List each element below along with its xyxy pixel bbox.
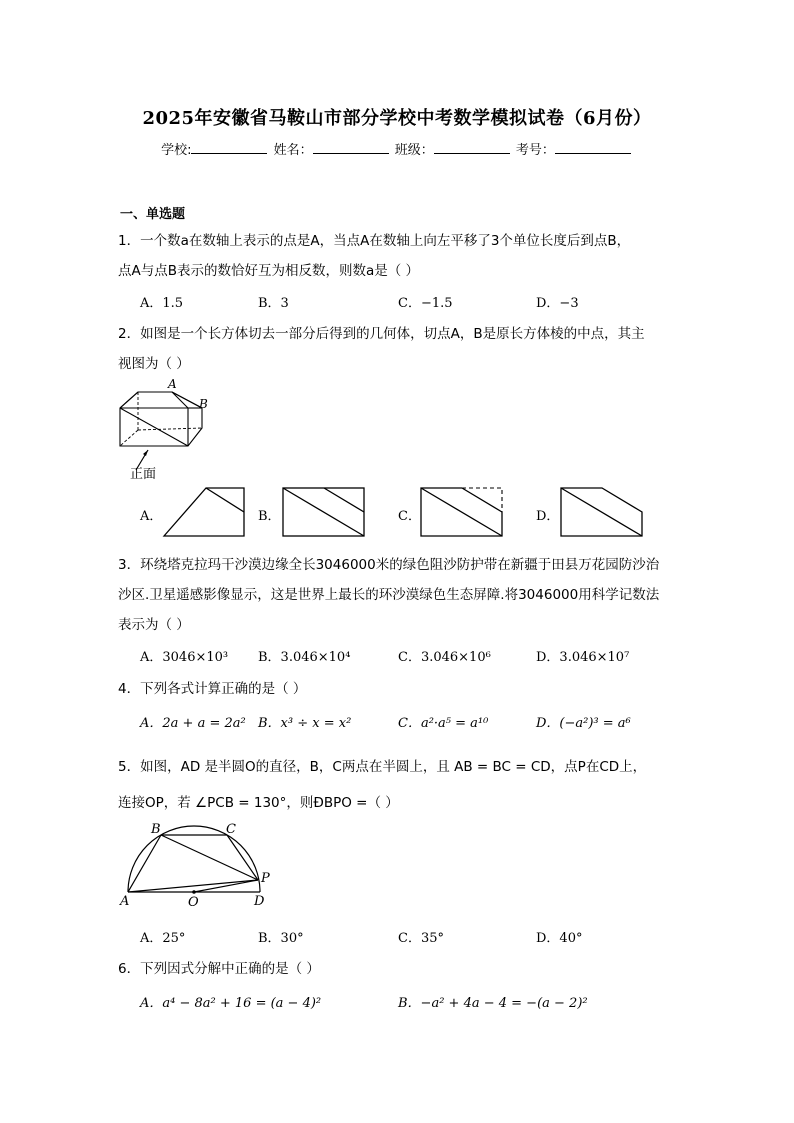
- q2-option-c-figure[interactable]: [420, 486, 504, 538]
- class-label: 班级：: [394, 143, 434, 158]
- q3-line1: 3．环绕塔克拉玛干沙漠边缘全长3046000米的绿色阻沙防护带在新疆于田县万花园防沙治: [118, 557, 660, 573]
- q5-line2: 连接OP，若 ∠PCB = 130°，则ÐBPO =（ ）: [118, 795, 399, 811]
- exam-no-label: 考号：: [515, 143, 555, 158]
- student-info-row: [0, 139, 794, 158]
- point-p-label: P: [261, 871, 270, 886]
- q3-option-d[interactable]: D．3.046×10⁷: [536, 650, 630, 665]
- q2-option-c-label[interactable]: C．: [398, 509, 421, 524]
- point-b-label: B: [199, 397, 208, 411]
- page-title: 2025年安徽省马鞍山市部分学校中考数学模拟试卷（6月份）: [142, 108, 652, 129]
- section-title: 一、单选题: [120, 207, 186, 222]
- q3-line3: 表示为（ ）: [118, 617, 190, 633]
- point-a-label: A: [168, 377, 177, 391]
- point-c-label: C: [226, 822, 236, 837]
- q1-option-c[interactable]: C．−1.5: [398, 296, 453, 311]
- q5-line1: 5．如图，AD 是半圆O的直径，B，C两点在半圆上，且 AB = BC = CD，点P在CD上，: [118, 759, 647, 775]
- q2-option-a-figure[interactable]: [162, 486, 246, 538]
- q4-line1: 4．下列各式计算正确的是（ ）: [118, 681, 307, 697]
- school-label: 学校:: [161, 143, 192, 158]
- class-blank[interactable]: [434, 141, 510, 154]
- point-o-label: O: [188, 895, 199, 910]
- q3-option-c[interactable]: C．3.046×10⁶: [398, 650, 491, 665]
- q2-option-b-figure[interactable]: [282, 486, 366, 538]
- q1-line1: 1．一个数a在数轴上表示的点是A，当点A在数轴上向左平移了3个单位长度后到点B，: [118, 233, 631, 249]
- school-blank[interactable]: [191, 141, 267, 154]
- q5-option-a[interactable]: A．25°: [140, 931, 186, 946]
- point-d-label: D: [254, 894, 265, 909]
- q3-option-b[interactable]: B．3.046×10⁴: [258, 650, 351, 665]
- q4-option-b[interactable]: B．x³ ÷ x = x²: [258, 716, 352, 731]
- q6-option-a[interactable]: A．a⁴ − 8a² + 16 = (a − 4)²: [140, 996, 322, 1011]
- q6-line1: 6．下列因式分解中正确的是（ ）: [118, 961, 320, 977]
- q4-option-d[interactable]: D．(−a²)³ = a⁶: [536, 716, 631, 731]
- q1-option-a[interactable]: A．1.5: [140, 296, 184, 311]
- q2-option-a-label[interactable]: A．: [140, 509, 163, 524]
- q5-option-b[interactable]: B．30°: [258, 931, 304, 946]
- q2-line2: 视图为（ ）: [118, 356, 190, 372]
- q1-line2: 点A与点B表示的数恰好互为相反数，则数a是（ ）: [118, 263, 420, 279]
- q5-semicircle-figure: [118, 818, 278, 908]
- q4-option-a[interactable]: A．2a + a = 2a²: [140, 716, 246, 731]
- front-view-label: 正面: [130, 467, 157, 482]
- q5-option-d[interactable]: D．40°: [536, 931, 583, 946]
- q2-line1: 2．如图是一个长方体切去一部分后得到的几何体，切点A，B是原长方体棱的中点，其主: [118, 326, 645, 342]
- q6-option-b[interactable]: B．−a² + 4a − 4 = −(a − 2)²: [398, 996, 588, 1011]
- q2-solid-figure: [110, 376, 220, 486]
- q2-option-d-figure[interactable]: [560, 486, 644, 538]
- q3-line2: 沙区.卫星遥感影像显示，这是世界上最长的环沙漠绿色生态屏障.将3046000用科学记数法: [118, 587, 660, 603]
- q1-option-b[interactable]: B．3: [258, 296, 289, 311]
- q3-option-a[interactable]: A．3046×10³: [140, 650, 229, 665]
- q2-option-d-label[interactable]: D．: [536, 509, 560, 524]
- point-b-label: B: [151, 822, 161, 837]
- q1-option-d[interactable]: D．−3: [536, 296, 579, 311]
- exam-no-blank[interactable]: [555, 141, 631, 154]
- name-blank[interactable]: [313, 141, 389, 154]
- name-label: 姓名：: [273, 143, 313, 158]
- q2-option-b-label[interactable]: B．: [258, 509, 281, 524]
- q4-option-c[interactable]: C．a²·a⁵ = a¹⁰: [398, 716, 489, 731]
- point-a-label: A: [120, 894, 130, 909]
- q5-option-c[interactable]: C．35°: [398, 931, 444, 946]
